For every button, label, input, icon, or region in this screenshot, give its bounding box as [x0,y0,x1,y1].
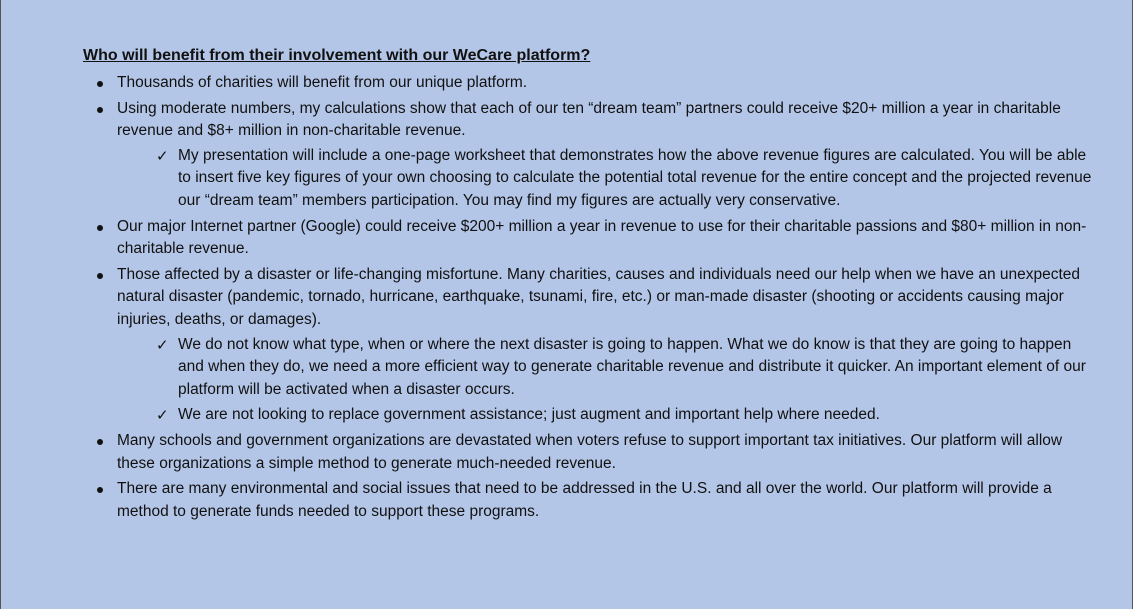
bullet-text: Our major Internet partner (Google) could receive $200+ million a year in revenue to use for their charitable passions and $80+ million in non-charitable revenue. [117,217,1087,258]
bullet-item [97,264,1097,427]
bullet-icon [97,273,103,279]
section-heading: Who will benefit from their involvement with our WeCare platform? [83,47,591,64]
bullet-icon [97,225,103,231]
bullet-item [97,430,1097,475]
bullet-text: There are many environmental and social issues that need to be addressed in the U.S. and all over the world. Our platform will provide a method to generate funds needed to support these programs. [117,480,1052,520]
bullet-item [97,478,1097,523]
benefits-list [97,72,1097,526]
checkmark-icon: ✓ [156,146,169,165]
subpoint-text: We do not know what type, when or where the next disaster is going to happen. What we do know is that they are going to happen and when they do, we need a more efficient way to generate charitable revenue and distribute it quicker. An important element of our platform will be activated when a disaster occurs. [178,335,1086,398]
subpoint-text: My presentation will include a one-page worksheet that demonstrates how the above revenue figures are calculated. You will be able to insert five key figures of your own choosing to calculate the potential total revenue for the entire concept and the projected revenue our “dream team” members participation. You may find my figures are actually very conservative. [178,146,1092,209]
bullet-item [97,216,1097,261]
bullet-icon [97,107,103,113]
bullet-item [97,98,1097,213]
subpoint-list [117,334,1097,427]
bullet-item [97,72,1097,95]
bullet-text: Thousands of charities will benefit from our unique platform. [117,74,528,91]
checkmark-icon: ✓ [156,335,169,354]
subpoint-list [117,145,1097,213]
bullet-icon [97,487,103,493]
bullet-text: Many schools and government organizations are devastated when voters refuse to support important tax initiatives. Our platform will allow these organizations a simple method to generate much-needed revenue. [117,431,1063,472]
checkmark-icon: ✓ [156,406,169,425]
bullet-text: Using moderate numbers, my calculations show that each of our ten “dream team” partners could receive $20+ million a year in charitable revenue and $8+ million in non-charitable revenue. [117,99,1061,140]
subpoint-item [158,145,1097,213]
subpoint-item [158,334,1097,402]
subpoint-item [158,404,1097,427]
bullet-icon [97,439,103,445]
bullet-icon [97,81,103,87]
subpoint-text: We are not looking to replace government assistance; just augment and important help where needed. [178,406,880,424]
bullet-text: Those affected by a disaster or life-changing misfortune. Many charities, causes and individuals need our help when we have an unexpected natural disaster (pandemic, tornado, hurricane, earthquake, tsunami, fire, etc.) or man-made disaster (shooting or accidents causing major injuries, deaths, or damages). [117,265,1081,328]
